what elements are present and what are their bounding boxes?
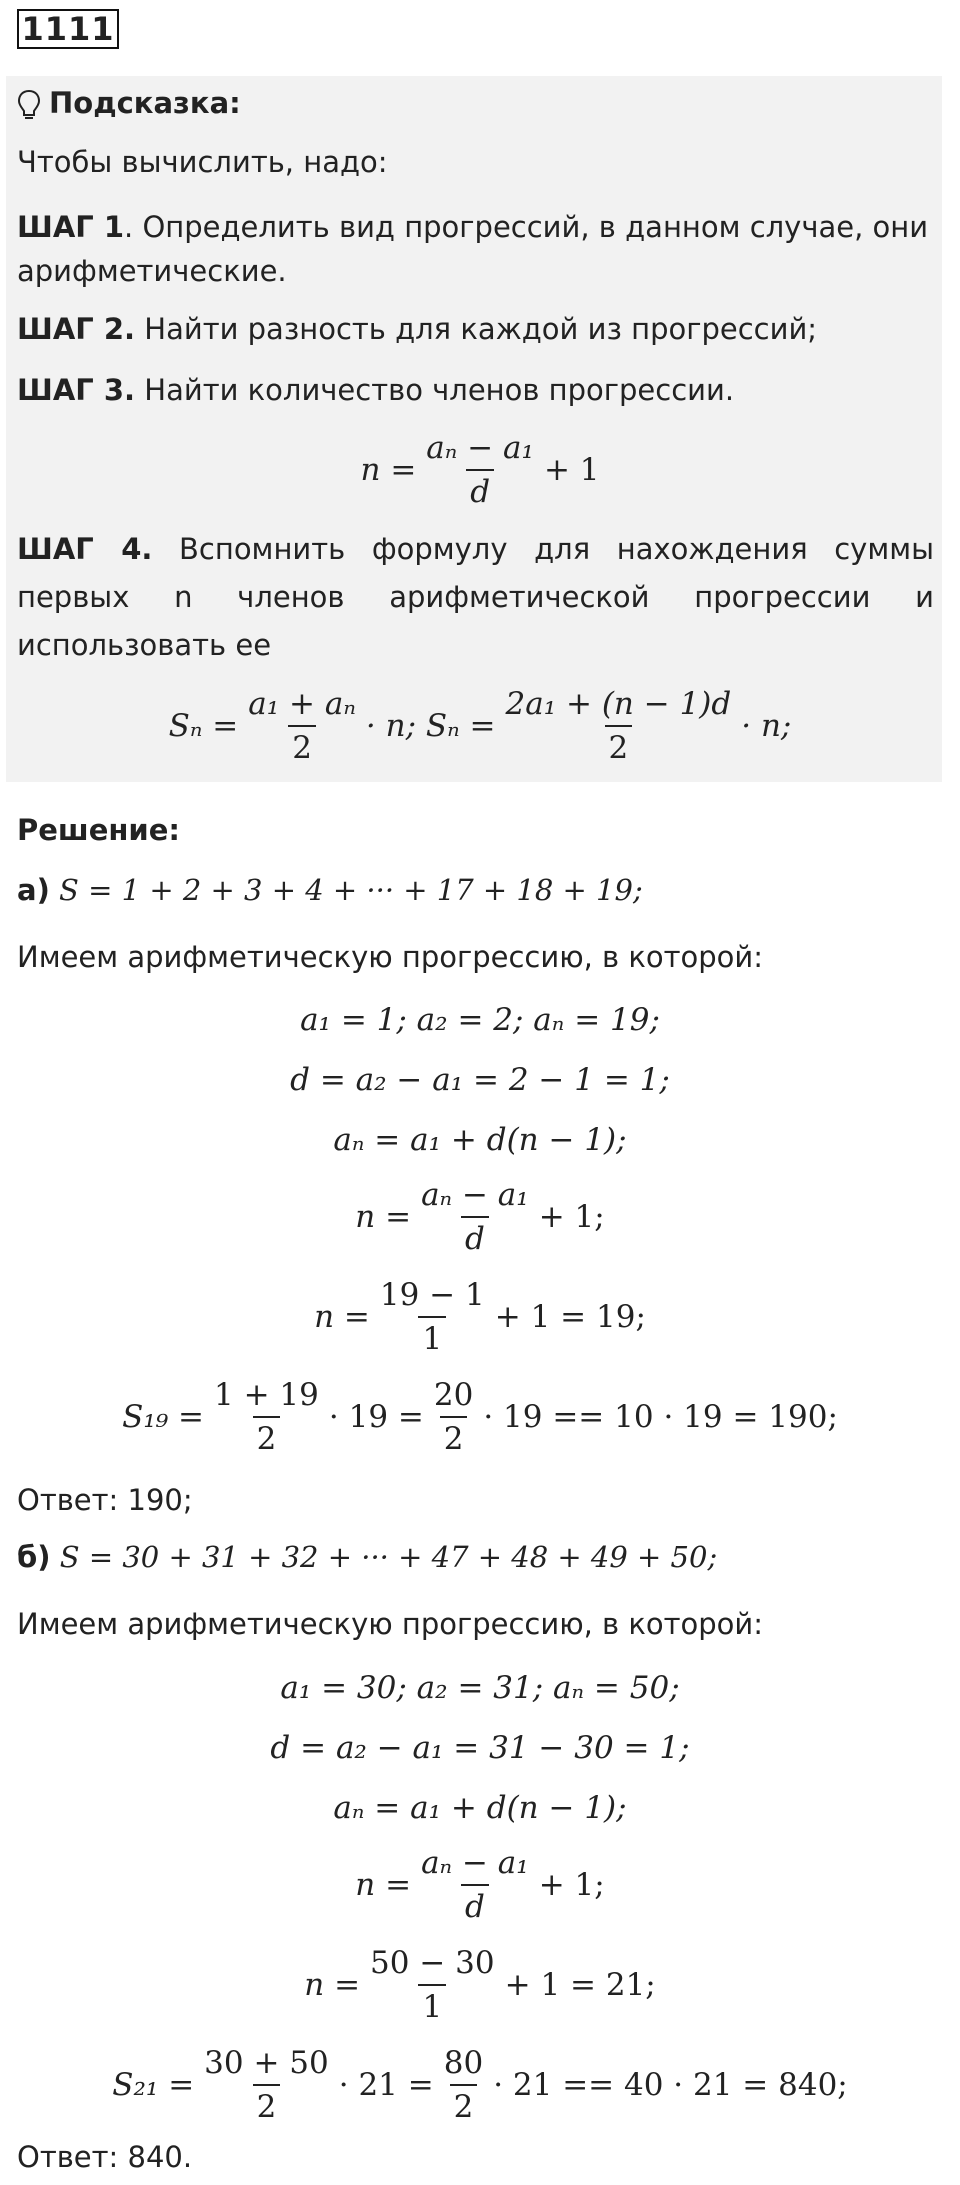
fraction: $\frac{50 - 30}{1}$ — [370, 1945, 495, 2025]
formula-sum: Sₙ = $\frac{\text{a₁ + aₙ}}{2}$ · n; Sₙ = $\frac{\text{2a₁ + (n − 1)d}}{2}$ · n; — [168, 686, 792, 766]
part-b-line-1: a₁ = 30; a₂ = 31; aₙ = 50; — [280, 1670, 680, 1706]
part-b-intro: Имеем арифметическую прогрессию, в которой: — [17, 1607, 764, 1641]
step-3-label: ШАГ 3. — [17, 373, 136, 407]
hint-step-1 — [17, 205, 934, 293]
fraction: $\frac{19 - 1}{1}$ — [379, 1277, 485, 1357]
hint-title: Подсказка: — [49, 86, 241, 120]
hint-step-3 — [17, 373, 734, 407]
hint-intro: Чтобы вычислить, надо: — [17, 145, 388, 179]
fraction: $\frac{30 + 50}{2}$ — [204, 2045, 329, 2125]
fraction: $\frac{\text{aₙ − a₁}}{d}$ — [421, 1845, 529, 1925]
hint-panel — [6, 76, 942, 782]
step-2-label: ШАГ 2. — [17, 312, 136, 346]
hint-step-2 — [17, 312, 817, 346]
hint-step-4 — [17, 525, 934, 669]
problem-number: 1111 — [17, 9, 119, 49]
part-b-line-2: d = a₂ − a₁ = 31 − 30 = 1; — [270, 1730, 690, 1766]
part-a-line-1: a₁ = 1; a₂ = 2; aₙ = 19; — [300, 1002, 660, 1038]
step-4-label: ШАГ 4. — [17, 532, 153, 566]
hint-header — [17, 86, 241, 121]
fraction: $\frac{80}{2}$ — [443, 2045, 484, 2125]
part-a-expression: а) S = 1 + 2 + 3 + 4 + ··· + 17 + 18 + 19; — [17, 873, 643, 907]
step-3-text: Найти количество членов прогрессии. — [135, 373, 735, 407]
fraction: $\frac{\text{aₙ − a₁}}{d}$ — [421, 1177, 529, 1257]
part-a-line-3: aₙ = a₁ + d(n − 1); — [333, 1122, 627, 1158]
fraction: $\frac{\text{aₙ − a₁}}{d}$ — [426, 430, 534, 510]
fraction: $\frac{1 + 19}{2}$ — [214, 1377, 319, 1457]
part-b-line-5: n = $\frac{50 - 30}{1}$ + 1 = 21; — [304, 1945, 656, 2025]
part-a-line-6: S₁₉ = $\frac{1 + 19}{2}$ · 19 = $\frac{20}{2}$ · 19 == 10 · 19 = 190; — [122, 1377, 838, 1457]
step-1-label: ШАГ 1 — [17, 210, 125, 244]
step-2-text: Найти разность для каждой из прогрессий; — [135, 312, 818, 346]
part-b-line-6: S₂₁ = $\frac{30 + 50}{2}$ · 21 = $\frac{80}{2}$ · 21 == 40 · 21 = 840; — [112, 2045, 848, 2125]
part-a-label: а) — [17, 873, 50, 907]
part-b-answer: Ответ: 840. — [17, 2140, 193, 2174]
part-a-answer: Ответ: 190; — [17, 1483, 193, 1517]
fraction: $\frac{\text{2a₁ + (n − 1)d}}{2}$ — [505, 686, 732, 766]
part-a-line-5: n = $\frac{19 - 1}{1}$ + 1 = 19; — [314, 1277, 646, 1357]
part-a-line-2: d = a₂ − a₁ = 2 − 1 = 1; — [290, 1062, 670, 1098]
formula-n: n = $\frac{\text{aₙ − a₁}}{d}$ + 1 — [360, 430, 600, 510]
part-b-expression: б) S = 30 + 31 + 32 + ··· + 47 + 48 + 49 + 50; — [17, 1540, 718, 1574]
part-a-line-4: n = $\frac{\text{aₙ − a₁}}{d}$ + 1; — [355, 1177, 605, 1257]
step-4-text: Вспомнить формулу для нахождения суммы первых n членов арифметической прогрессии и использовать ее — [17, 532, 934, 662]
part-b-line-3: aₙ = a₁ + d(n − 1); — [333, 1790, 627, 1826]
part-b-label: б) — [17, 1540, 51, 1574]
lightbulb-icon — [17, 89, 41, 121]
part-a-intro: Имеем арифметическую прогрессию, в которой: — [17, 940, 764, 974]
step-1-text: . Определить вид прогрессий, в данном случае, они арифметические. — [17, 210, 929, 288]
part-b-line-4: n = $\frac{\text{aₙ − a₁}}{d}$ + 1; — [355, 1845, 605, 1925]
solution-title: Решение: — [17, 813, 181, 847]
fraction: $\frac{\text{a₁ + aₙ}}{2}$ — [248, 686, 356, 766]
fraction: $\frac{20}{2}$ — [433, 1377, 474, 1457]
